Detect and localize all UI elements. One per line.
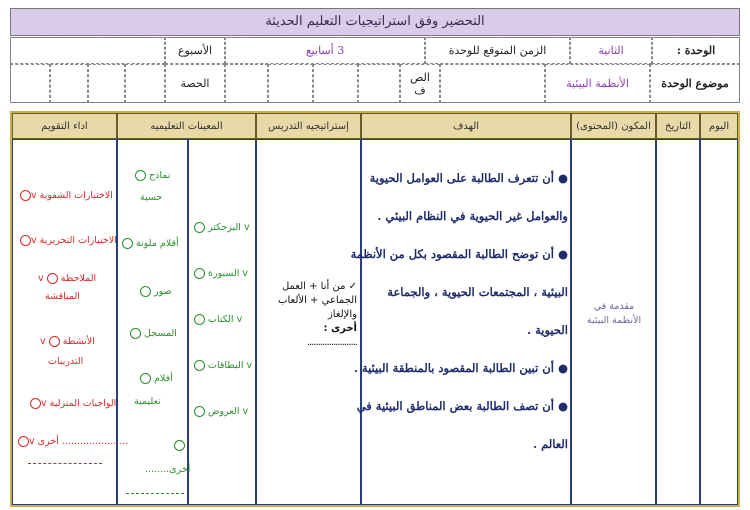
circle-icon xyxy=(30,398,41,409)
check-icon: v xyxy=(243,222,250,233)
circle-icon xyxy=(20,235,31,246)
strategy-text xyxy=(262,280,357,350)
class-label-1: الص xyxy=(410,70,430,84)
circle-icon xyxy=(135,170,146,181)
date-cell xyxy=(656,139,700,505)
period-slot-3 xyxy=(50,64,88,103)
unit-label: الوحدة : xyxy=(652,37,740,64)
strategy-line-4: أخرى : xyxy=(323,323,357,334)
objective-line: والعوامل غير الحيوية في النظام البيئي . xyxy=(377,209,568,223)
week-label: الأسبوع xyxy=(165,37,225,64)
class-label xyxy=(400,64,440,103)
aid-presentations: v العروض xyxy=(194,406,248,417)
period-slot-4 xyxy=(10,64,50,103)
header-date: التاريخ xyxy=(656,113,700,139)
aid-pens: أقلام ملونة xyxy=(122,238,179,249)
duration-label: الزمن المتوقع للوحدة xyxy=(425,37,570,64)
strategy-line-1: ✓ من أنا + العمل xyxy=(281,281,357,292)
check-icon: v xyxy=(40,336,46,347)
week-value xyxy=(10,37,165,64)
objective-line: ● أن تتعرف الطالبة على العوامل الحيوية xyxy=(369,171,568,185)
assess-activities-2: التدريبات xyxy=(48,356,84,367)
aid-models: نماذج xyxy=(135,170,170,181)
aid-book: v الكتاب xyxy=(194,314,242,325)
check-icon: v xyxy=(242,268,249,279)
circle-icon xyxy=(174,440,185,451)
header-aids: المعينات التعليميه xyxy=(117,113,256,139)
header-content: المكون (المحتوى) xyxy=(571,113,656,139)
header-strategy: إستراتيجيه التدريس xyxy=(256,113,361,139)
assess-other-line xyxy=(28,463,102,464)
assess-observation-2: المناقشة xyxy=(45,291,80,302)
topic-label: موضوع الوحدة xyxy=(650,64,740,103)
period-label: الحصة xyxy=(165,64,225,103)
check-icon: v xyxy=(29,436,35,447)
objective-line: ● أن تصف الطالبة بعض المناطق البيئية في xyxy=(356,399,568,413)
objective-line: ● أن تبين الطالبة المقصود بالمنطقة البيئية . xyxy=(353,361,568,375)
duration-value: 3 أسابيع xyxy=(225,37,425,64)
assess-written: الاختبارات التحريرية v xyxy=(20,235,117,246)
circle-icon xyxy=(194,268,205,279)
aid-cards: v البطاقات xyxy=(194,360,252,371)
page-title: التحضير وفق استراتيجيات التعليم الحديثة xyxy=(10,8,740,36)
assess-oral: الاختبارات الشفوية v xyxy=(20,190,113,201)
aid-models-2: حسية xyxy=(140,192,163,203)
header-day: اليوم xyxy=(700,113,738,139)
unit-value: الثانية xyxy=(570,37,652,64)
aid-recorder: المسجل xyxy=(130,328,177,339)
topic-value: الأنظمة البيئية xyxy=(545,64,650,103)
strategy-line-2: الجماعي + الألعاب xyxy=(278,295,357,306)
circle-icon xyxy=(47,273,58,284)
circle-icon xyxy=(194,406,205,417)
aid-other: أخرى........ xyxy=(145,464,191,475)
period-slot-2 xyxy=(88,64,125,103)
circle-icon xyxy=(140,286,151,297)
aid-other-line xyxy=(126,493,184,494)
aid-other-circle xyxy=(174,440,185,451)
circle-icon xyxy=(18,436,29,447)
aid-films: أفلام xyxy=(140,373,173,384)
class-slot-1 xyxy=(358,64,400,103)
assess-homework: الواجبات المنزلية v xyxy=(30,398,116,409)
header-assessment: اداء التقويم xyxy=(12,113,117,139)
class-slot-4 xyxy=(225,64,268,103)
circle-icon xyxy=(194,222,205,233)
strategy-line-3: والإلغاز xyxy=(327,309,357,320)
circle-icon xyxy=(194,314,205,325)
objective-line: البيئية ، المجتمعات الحيوية ، والجماعة xyxy=(387,285,568,299)
circle-icon xyxy=(194,360,205,371)
assess-activities: الأنشطة v xyxy=(40,336,95,347)
class-slot-3 xyxy=(268,64,313,103)
content-text: مقدمة في الأنظمة البيئية xyxy=(586,301,642,326)
check-icon: v xyxy=(246,360,253,371)
circle-icon xyxy=(49,336,60,347)
class-blank-1 xyxy=(440,64,545,103)
circle-icon xyxy=(122,238,133,249)
circle-icon xyxy=(130,328,141,339)
strategy-dots: ....................... xyxy=(306,337,357,348)
circle-icon xyxy=(140,373,151,384)
check-icon: v xyxy=(38,273,44,284)
header-objective: الهدف xyxy=(361,113,571,139)
objective-line: العالم . xyxy=(533,437,568,451)
class-slot-2 xyxy=(313,64,358,103)
period-slot-1 xyxy=(125,64,165,103)
check-icon: v xyxy=(242,406,249,417)
aid-images: صور xyxy=(140,286,172,297)
check-icon: v xyxy=(41,398,47,409)
class-label-2: ف xyxy=(414,83,426,97)
objective-line: ● أن توضح الطالبة المقصود بكل من الأنظمة xyxy=(350,247,568,261)
day-cell xyxy=(700,139,738,505)
objective-line: الحيوية . xyxy=(527,323,568,337)
aid-projector: v البرجكتر xyxy=(194,222,250,233)
check-icon: v xyxy=(31,235,37,246)
aid-films-2: تعليمية xyxy=(134,396,161,407)
circle-icon xyxy=(20,190,31,201)
assess-observation: الملاحظة v xyxy=(38,273,97,284)
aid-board: v السبورة xyxy=(194,268,248,279)
assess-other: ...................... أخرى v xyxy=(18,436,128,447)
check-icon: v xyxy=(236,314,243,325)
check-icon: v xyxy=(31,190,37,201)
